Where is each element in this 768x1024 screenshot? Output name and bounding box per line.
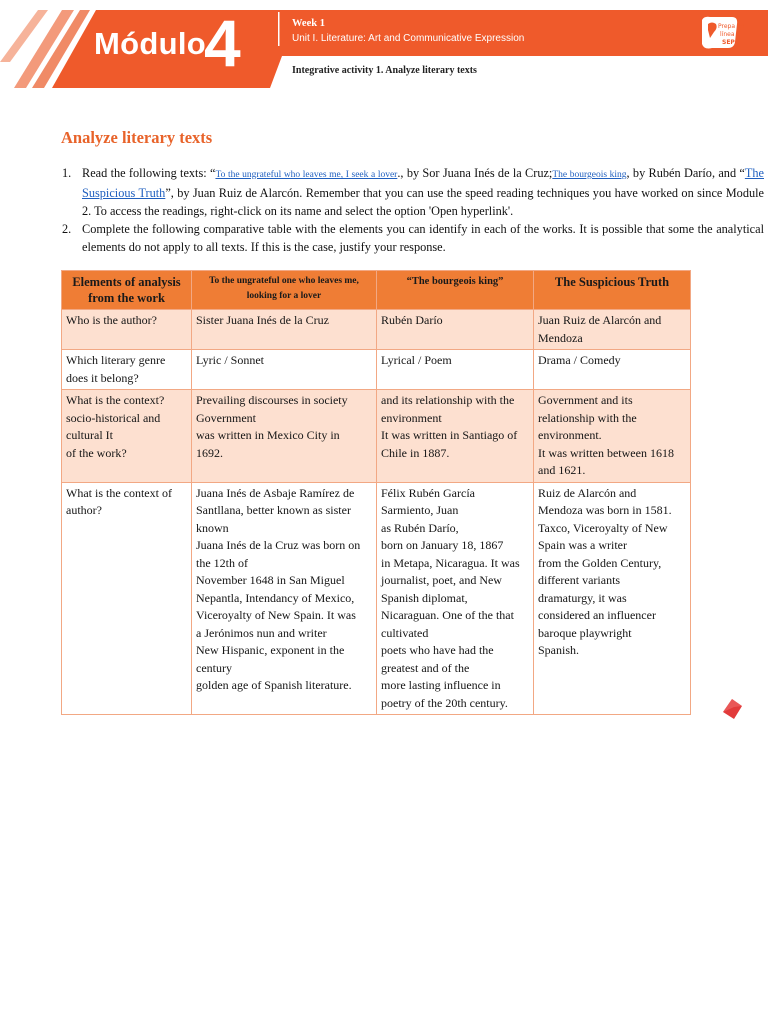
week-label: Week 1 [292,18,325,29]
svg-text:línea: línea [720,31,735,38]
svg-text:Prepa en: Prepa en [718,23,745,30]
table-cell[interactable]: Ruiz de Alarcón and Mendoza was born in 1581. Taxco, Viceroyalty of New Spain was a writer from the Golden Century, different variants dramaturgy, it was considered an influencer baroque playwright Spanish. [534,482,691,715]
instruction-list [62,164,764,256]
module-word: Módulo [94,26,206,61]
instruction-item-1 [62,164,764,220]
table-cell[interactable]: Drama / Comedy [534,350,691,390]
instructions [62,164,764,256]
decorative-cube-icon [721,698,743,720]
table-cell[interactable]: Who is the author? [62,310,192,350]
table-cell[interactable]: Government and its relationship with the environment. It was written between 1618 and 1621. [534,390,691,483]
header-bourgeois-king: “The bourgeois king” [377,271,534,310]
table-row [62,350,691,390]
table-cell[interactable]: Lyric / Sonnet [192,350,377,390]
activity-label: Integrative activity 1. Analyze literary texts [292,65,477,76]
table-row [62,482,691,715]
table-cell[interactable]: Which literary genre does it belong? [62,350,192,390]
svg-text:SEP: SEP [722,39,735,46]
table-cell[interactable]: What is the context? socio-historical and cultural It of the work? [62,390,192,483]
table-cell[interactable]: Lyrical / Poem [377,350,534,390]
item-number: 2. [62,222,72,236]
instruction-item-2 [62,220,764,256]
unit-label: Unit I. Literature: Art and Communicative Expression [292,33,525,44]
header-elements-of-analysis: Elements of analysis from the work [62,271,192,310]
link-ungrateful-poem[interactable]: To the ungrateful who leaves me, I seek a lover [215,170,398,180]
table-row [62,390,691,483]
prepa-en-linea-logo [698,14,745,52]
table-cell[interactable]: Juana Inés de Asbaje Ramírez de Santllana, better known as sister known Juana Inés de la Cruz was born on the 12th of November 1648 in San Miguel Nepantla, Intendancy of Mexico, Viceroyalty of New Spain. It was a Jerónimos nun and writer New Hispanic, exponent in the century golden age of Spanish literature. [192,482,377,715]
header-suspicious-truth: The Suspicious Truth [534,271,691,310]
instruction-text: , by Rubén Darío, and “ [626,166,745,180]
module-header-banner [0,0,768,90]
instruction-text: Read the following texts: “ [82,166,216,180]
table-cell[interactable]: Prevailing discourses in society Government was written in Mexico City in 1692. [192,390,377,483]
item-number: 1. [62,166,72,180]
table-cell[interactable]: Juan Ruiz de Alarcón and Mendoza [534,310,691,350]
table-header-row [62,271,691,310]
table-cell[interactable]: Félix Rubén García Sarmiento, Juan as Rubén Darío, born on January 18, 1867 in Metapa, Nicaragua. It was journalist, poet, and New Spanish diplomat, Nicaraguan. One of the that cultivated poets who have had the greatest and of the more lasting influence in poetry of the 20th century. [377,482,534,715]
table-cell[interactable]: What is the context of author? [62,482,192,715]
instruction-text: Complete the following comparative table with the elements you can identify in each of the works. It is possible that some the analytical elements do not apply to all texts. If this is the case, justify your response. [82,222,764,254]
instruction-text: ., by Sor Juana Inés de la Cruz; [397,166,553,180]
section-title: Analyze literary texts [61,128,213,147]
link-bourgeois-king[interactable]: The bourgeois king [552,170,627,180]
table-row [62,310,691,350]
module-number: 4 [204,6,241,80]
link-suspicious-truth[interactable]: The Suspicious Truth [82,166,764,200]
comparative-table [61,270,691,715]
table-cell[interactable]: Rubén Darío [377,310,534,350]
header-ungrateful-poem: To the ungrateful one who leaves me, looking for a lover [192,271,377,310]
instruction-text: ”, by Juan Ruiz de Alarcón. Remember that you can use the speed reading techniques you have worked on since Module 2. To access the readings, right-click on its name and select the option 'Open hyperlink'. [82,186,764,218]
table-cell[interactable]: and its relationship with the environment It was written in Santiago of Chile in 1887. [377,390,534,483]
table-cell[interactable]: Sister Juana Inés de la Cruz [192,310,377,350]
